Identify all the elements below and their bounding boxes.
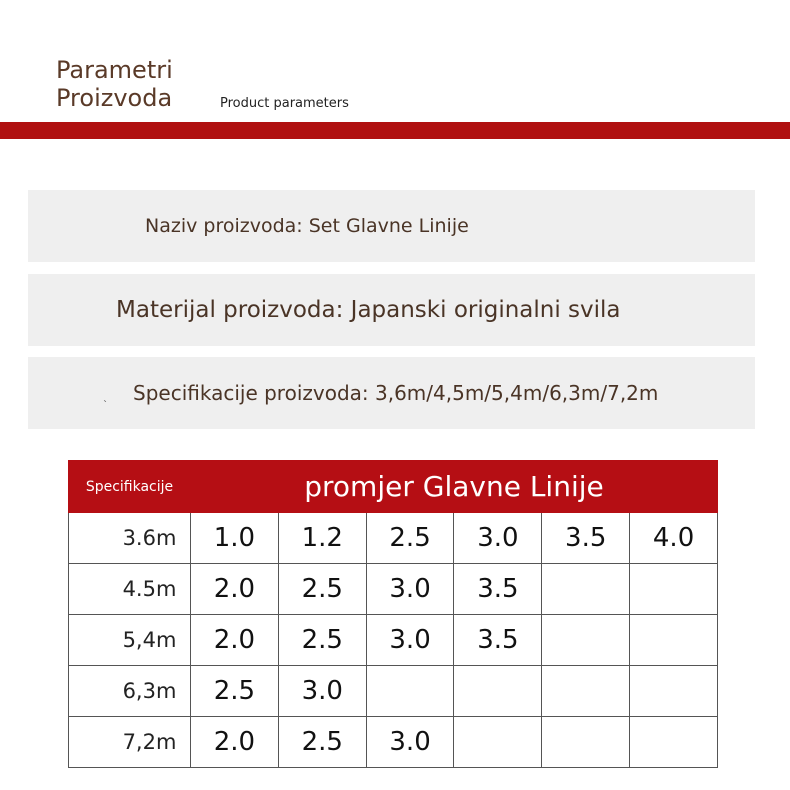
spec-length-cell: 5,4m	[69, 615, 191, 666]
diameter-cell	[630, 564, 718, 615]
product-specification-row	[28, 357, 755, 429]
diameter-cell	[454, 666, 542, 717]
stray-tick-mark: `	[103, 400, 108, 411]
diameter-cell: 3.0	[366, 717, 454, 768]
diameter-cell: 2.5	[278, 615, 366, 666]
product-specification-text: Specifikacije proizvoda: 3,6m/4,5m/5,4m/6,3m/7,2m	[133, 381, 659, 405]
product-name-text: Naziv proizvoda: Set Glavne Linije	[145, 215, 469, 237]
page-subtitle: Product parameters	[220, 96, 349, 111]
table-row	[69, 717, 718, 768]
product-material-text: Materijal proizvoda: Japanski originalni svila	[116, 297, 621, 323]
diameter-cell: 2.0	[191, 717, 279, 768]
diameter-cell: 3.0	[366, 615, 454, 666]
diameter-cell: 3.0	[278, 666, 366, 717]
diameter-cell	[454, 717, 542, 768]
diameter-cell	[630, 666, 718, 717]
spec-table-header-diameter: promjer Glavne Linije	[191, 461, 718, 513]
spec-length-cell: 6,3m	[69, 666, 191, 717]
diameter-cell	[542, 564, 630, 615]
table-row	[69, 615, 718, 666]
diameter-cell: 1.2	[278, 513, 366, 564]
page-title	[56, 56, 173, 112]
table-row	[69, 666, 718, 717]
header-divider-bar	[0, 122, 790, 139]
diameter-cell: 4.0	[630, 513, 718, 564]
diameter-cell: 3.5	[454, 564, 542, 615]
diameter-cell	[630, 717, 718, 768]
diameter-cell	[542, 717, 630, 768]
diameter-cell: 2.0	[191, 564, 279, 615]
page-title-line-2: Proizvoda	[56, 84, 173, 112]
diameter-cell: 3.0	[366, 564, 454, 615]
spec-length-cell: 4.5m	[69, 564, 191, 615]
spec-table	[68, 460, 718, 768]
diameter-cell: 2.5	[278, 717, 366, 768]
diameter-cell	[366, 666, 454, 717]
diameter-cell: 2.5	[366, 513, 454, 564]
diameter-cell: 2.5	[191, 666, 279, 717]
diameter-cell: 3.5	[454, 615, 542, 666]
diameter-cell	[630, 615, 718, 666]
diameter-cell: 2.5	[278, 564, 366, 615]
spec-table-header-row	[69, 461, 718, 513]
spec-table-header-specifications: Specifikacije	[69, 461, 191, 513]
spec-length-cell: 3.6m	[69, 513, 191, 564]
diameter-cell: 3.0	[454, 513, 542, 564]
product-material-row	[28, 274, 755, 346]
diameter-cell: 1.0	[191, 513, 279, 564]
diameter-cell	[542, 615, 630, 666]
diameter-cell: 3.5	[542, 513, 630, 564]
spec-length-cell: 7,2m	[69, 717, 191, 768]
diameter-cell	[542, 666, 630, 717]
table-row	[69, 564, 718, 615]
page-title-line-1: Parametri	[56, 56, 173, 84]
table-row	[69, 513, 718, 564]
diameter-cell: 2.0	[191, 615, 279, 666]
product-name-row	[28, 190, 755, 262]
